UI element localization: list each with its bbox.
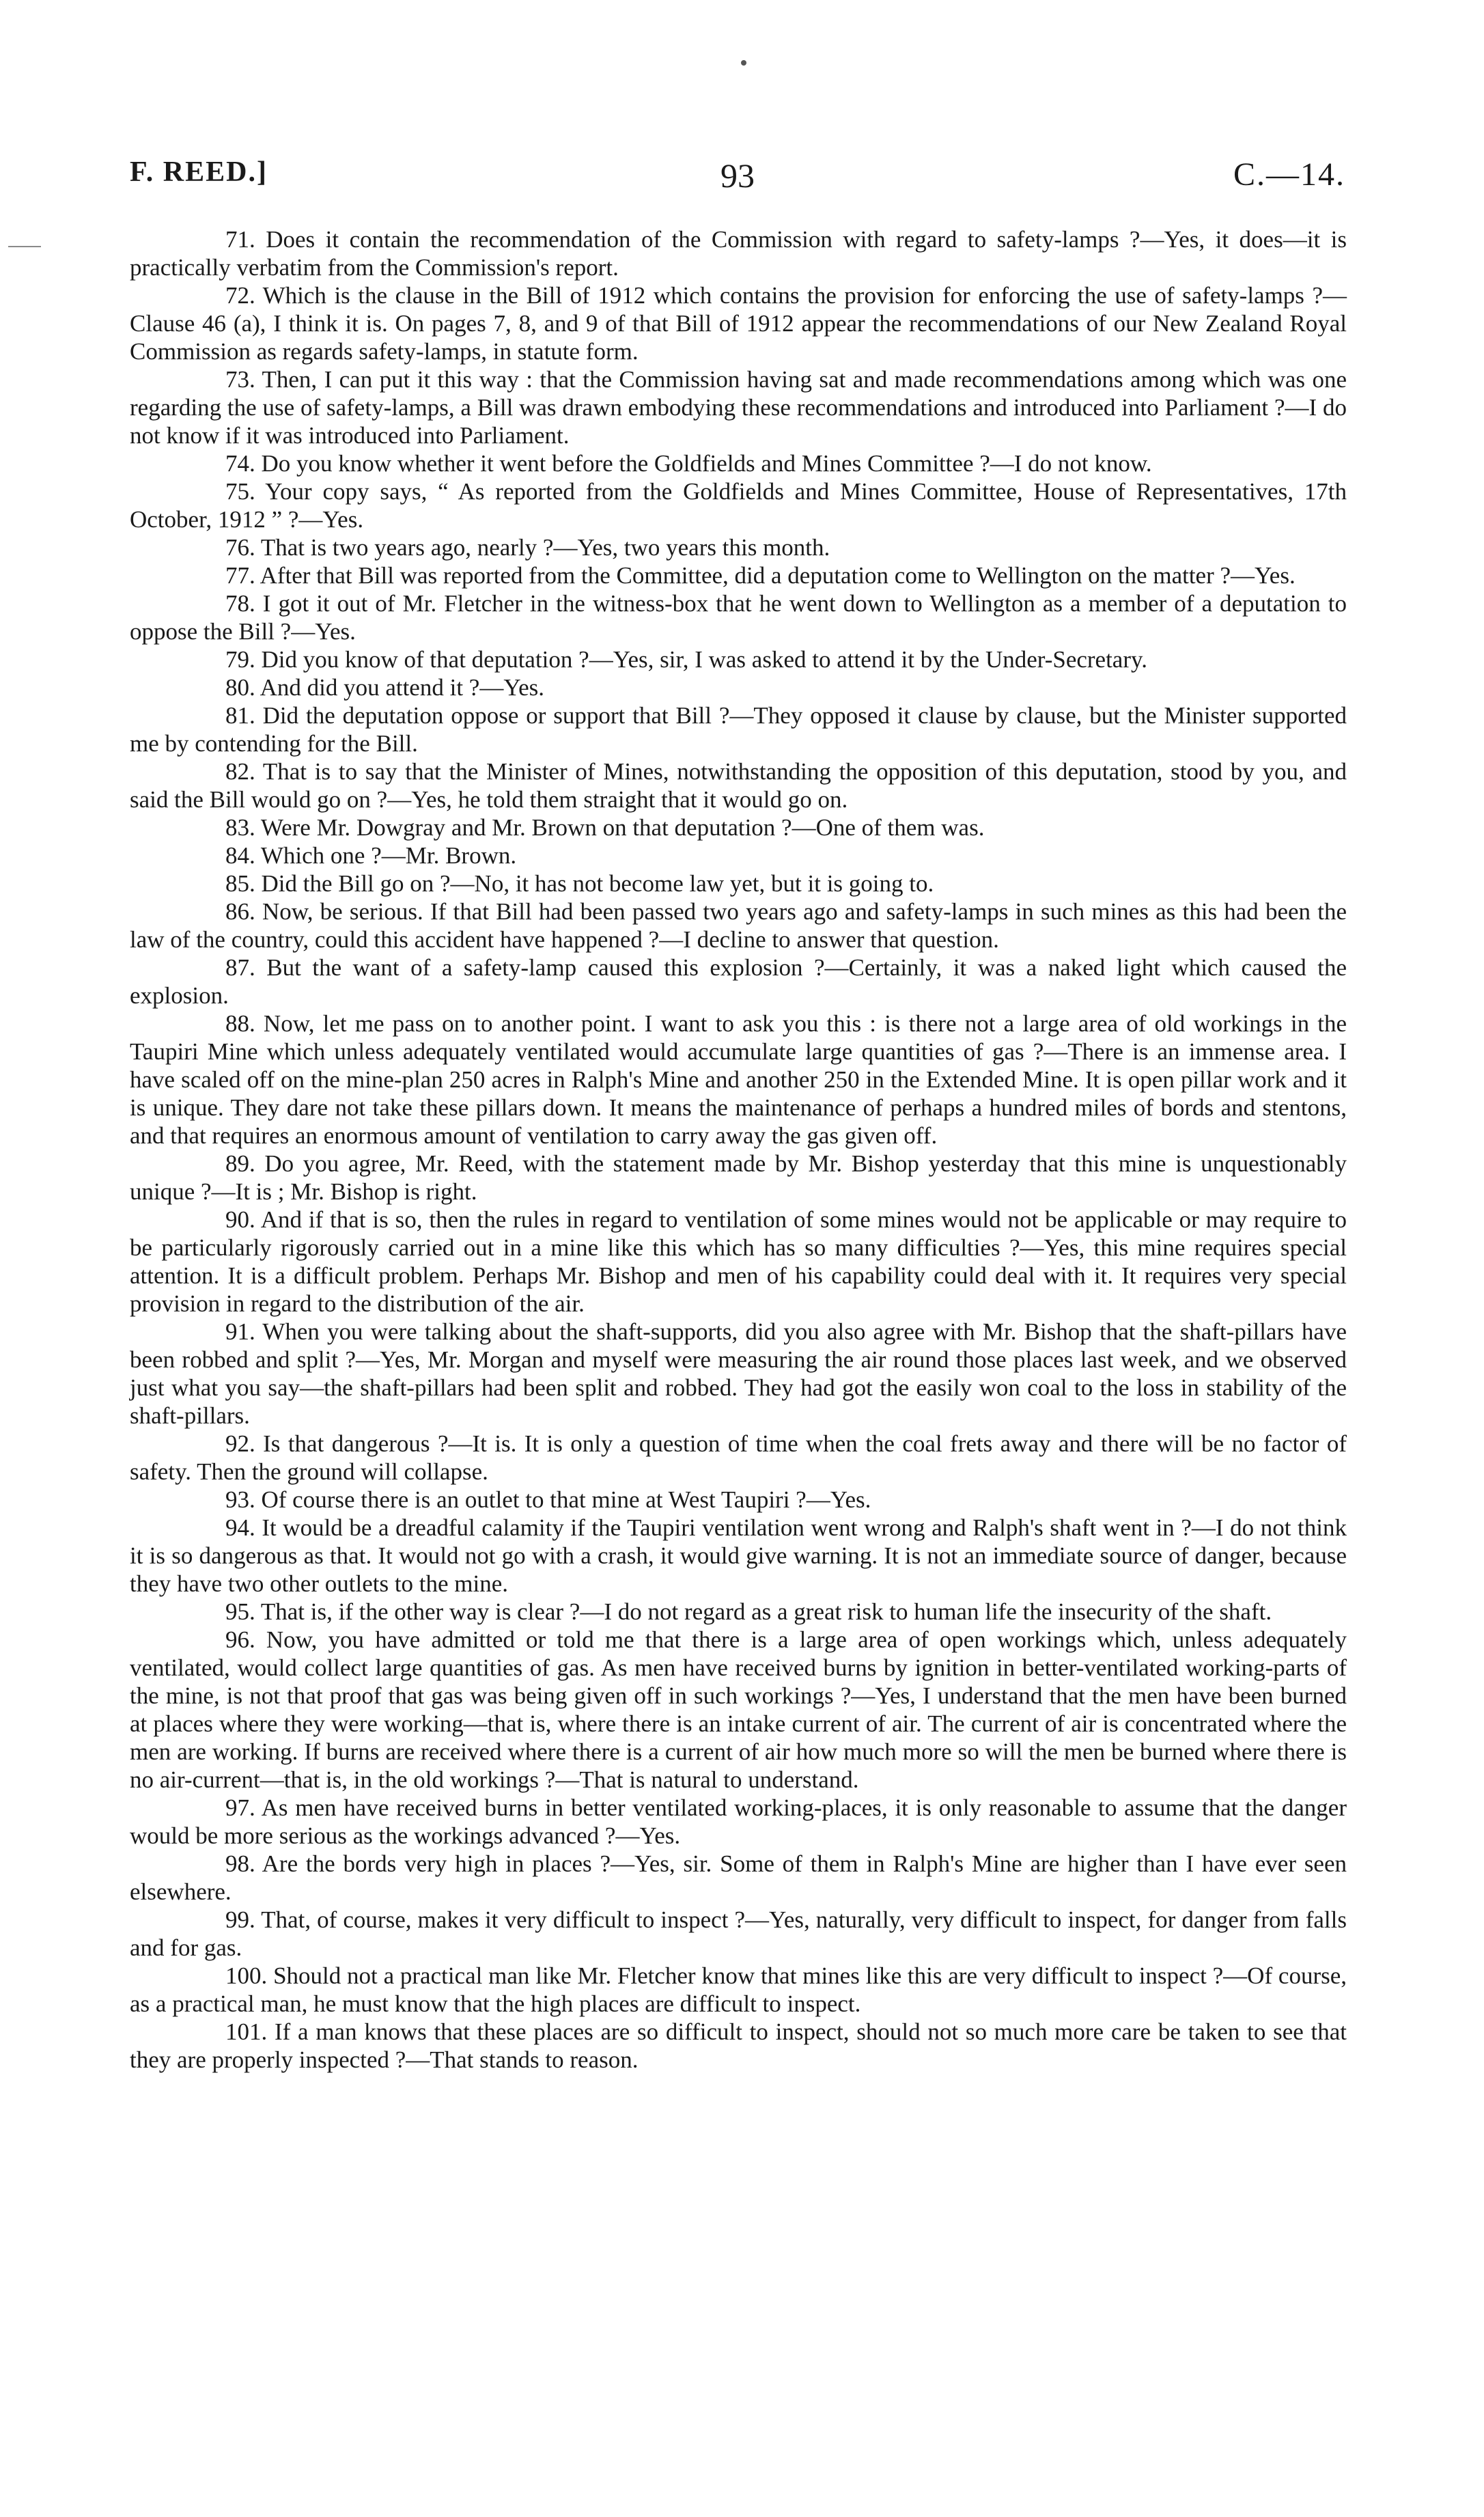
question-number: 94.: [225, 1514, 255, 1541]
question-answer: [130, 561, 1347, 589]
question-answer: [130, 1430, 1347, 1486]
question-answer-text: After that Bill was reported from the Committee, did a deputation come to Wellington on the matter ?—Yes.: [260, 562, 1296, 589]
question-number: 76.: [225, 534, 255, 561]
question-number: 100.: [225, 1962, 268, 1989]
question-number: 97.: [225, 1794, 255, 1821]
question-answer-text: When you were talking about the shaft-supports, did you also agree with Mr. Bishop that the shaft-pillars have been robbed and split ?—Yes, Mr. Morgan and myself were measuring the air round those places last week, and we observed just what you say—the shaft-pillars had been split and robbed. They had got the easily won coal to the loss in stability of the shaft-pillars.: [130, 1318, 1347, 1429]
question-answer-text: That is two years ago, nearly ?—Yes, two years this month.: [260, 534, 830, 561]
question-answer-text: As men have received burns in better ventilated working-places, it is only reasonable to assume that the danger would be more serious as the workings advanced ?—Yes.: [130, 1794, 1347, 1849]
question-number: 87.: [225, 954, 255, 981]
question-answer: [130, 813, 1347, 842]
question-answer: [130, 225, 1347, 281]
question-number: 95.: [225, 1598, 255, 1625]
question-answer: [130, 589, 1347, 645]
question-answer-text: Now, be serious. If that Bill had been passed two years ago and safety-lamps in such mines as this had been the law of the country, could this accident have happened ?—I decline to answer that question.: [130, 898, 1347, 953]
question-answer-text: Is that dangerous ?—It is. It is only a question of time when the coal frets away and there will be no factor of safety. Then the ground will collapse.: [130, 1430, 1347, 1485]
question-answer-text: Does it contain the recommendation of the Commission with regard to safety-lamps ?—Yes, it does—it is practically verbatim from the Commission's report.: [130, 226, 1347, 281]
question-answer: [130, 1906, 1347, 1962]
question-number: 73.: [225, 366, 255, 393]
question-number: 99.: [225, 1906, 255, 1933]
question-answer-text: And if that is so, then the rules in regard to ventilation of some mines would not be applicable or may require to be particularly rigorously carried out in a mine like this which has so many difficulties ?—Yes, this mine requires special attention. It is a difficult problem. Perhaps Mr. Bishop and men of his capability could deal with it. It requires very special provision in regard to the distribution of the air.: [130, 1206, 1347, 1317]
question-number: 91.: [225, 1318, 255, 1345]
question-answer: [130, 645, 1347, 673]
question-answer-text: Which one ?—Mr. Brown.: [260, 842, 517, 869]
question-answer-text: If a man knows that these places are so difficult to inspect, should not so much more care be taken to see that they are properly inspected ?—That stands to reason.: [130, 2018, 1347, 2073]
question-number: 98.: [225, 1850, 255, 1877]
question-number: 81.: [225, 702, 255, 729]
question-answer-text: Did the deputation oppose or support that Bill ?—They opposed it clause by clause, but the Minister supported me by contending for the Bill.: [130, 702, 1347, 757]
question-answer-text: Your copy says, “ As reported from the Goldfields and Mines Committee, House of Representatives, 17th October, 1912 ” ?—Yes.: [130, 478, 1347, 533]
question-answer: [130, 1486, 1347, 1514]
question-answer: [130, 2018, 1347, 2074]
question-answer-text: Then, I can put it this way : that the Commission having sat and made recommendations among which was one regarding the use of safety-lamps, a Bill was drawn embodying these recommendations and introduced into Parliament ?—I do not know if it was introduced into Parliament.: [130, 366, 1347, 449]
question-number: 78.: [225, 590, 255, 617]
question-number: 89.: [225, 1150, 255, 1177]
question-answer: [130, 1598, 1347, 1626]
question-answer-text: That, of course, makes it very difficult to inspect ?—Yes, naturally, very difficult to inspect, for danger from falls and for gas.: [130, 1906, 1347, 1961]
question-number: 88.: [225, 1010, 255, 1037]
question-answer: [130, 281, 1347, 365]
question-number: 86.: [225, 898, 255, 925]
question-answer-text: Are the bords very high in places ?—Yes, sir. Some of them in Ralph's Mine are higher than I have ever seen elsewhere.: [130, 1850, 1347, 1905]
question-number: 90.: [225, 1206, 255, 1233]
question-number: 77.: [225, 562, 255, 589]
question-answer-text: That is to say that the Minister of Mines, notwithstanding the opposition of this deputation, stood by you, and said the Bill would go on ?—Yes, he told them straight that it would go on.: [130, 758, 1347, 813]
question-answer: [130, 1962, 1347, 2018]
question-answer-text: Did the Bill go on ?—No, it has not become law yet, but it is going to.: [261, 870, 934, 897]
question-answer: [130, 673, 1347, 701]
testimony-body: [130, 225, 1347, 2074]
margin-mark: [8, 246, 41, 247]
question-answer: [130, 1010, 1347, 1150]
question-number: 92.: [225, 1430, 255, 1457]
question-answer-text: Were Mr. Dowgray and Mr. Brown on that deputation ?—One of them was.: [260, 814, 985, 841]
question-answer-text: Do you agree, Mr. Reed, with the statement made by Mr. Bishop yesterday that this mine is unquestionably unique ?—It is ; Mr. Bishop is right.: [130, 1150, 1347, 1205]
question-number: 74.: [225, 450, 255, 477]
question-answer: [130, 954, 1347, 1010]
question-answer-text: Do you know whether it went before the Goldfields and Mines Committee ?—I do not know.: [261, 450, 1152, 477]
question-answer: [130, 1150, 1347, 1206]
question-answer-text: Of course there is an outlet to that mine at West Taupiri ?—Yes.: [261, 1486, 871, 1513]
scan-mark: [741, 60, 746, 66]
page-header: [130, 156, 1345, 204]
question-answer: [130, 365, 1347, 449]
question-number: 93.: [225, 1486, 255, 1513]
question-answer: [130, 533, 1347, 561]
witness-name: F. REED.]: [130, 156, 268, 188]
question-number: 75.: [225, 478, 255, 505]
question-answer-text: Should not a practical man like Mr. Fletcher know that mines like this are very difficult to inspect ?—Of course, as a practical man, he must know that the high places are difficult to inspect.: [130, 1962, 1347, 2017]
question-number: 80.: [225, 674, 255, 701]
question-number: 96.: [225, 1626, 255, 1653]
question-answer-text: Now, let me pass on to another point. I want to ask you this : is there not a large area of old workings in the Taupiri Mine which unless adequately ventilated would accumulate large quantities of gas ?—There is an immense area. I have scaled off on the mine-plan 250 acres in Ralph's Mine and another 250 in the Extended Mine. It is open pillar work and it is unique. They dare not take these pillars down. It means the maintenance of perhaps a hundred miles of bords and stentons, and that requires an enormous amount of ventilation to carry away the gas given off.: [130, 1010, 1347, 1149]
document-reference: C.—14.: [1233, 156, 1345, 193]
page-number: 93: [720, 156, 755, 195]
question-answer: [130, 1850, 1347, 1906]
question-number: 101.: [225, 2018, 268, 2045]
question-answer: [130, 1514, 1347, 1598]
question-number: 85.: [225, 870, 255, 897]
question-answer: [130, 1318, 1347, 1430]
question-number: 83.: [225, 814, 255, 841]
question-answer: [130, 842, 1347, 870]
question-number: 71.: [225, 226, 255, 253]
question-number: 82.: [225, 758, 255, 785]
question-answer-text: Did you know of that deputation ?—Yes, sir, I was asked to attend it by the Under-Secretary.: [261, 646, 1147, 673]
question-answer-text: I got it out of Mr. Fletcher in the witness-box that he went down to Wellington as a member of a deputation to oppose the Bill ?—Yes.: [130, 590, 1347, 645]
question-answer-text: Which is the clause in the Bill of 1912 which contains the provision for enforcing the use of safety-lamps ?—Clause 46 (a), I think it is. On pages 7, 8, and 9 of that Bill of 1912 appear the recommendations of our New Zealand Royal Commission as regards safety-lamps, in statute form.: [130, 282, 1347, 365]
question-answer-text: Now, you have admitted or told me that there is a large area of open workings which, unless adequately ventilated, would collect large quantities of gas. As men have received burns by ignition in better-ventilated working-parts of the mine, is not that proof that gas was being given off in such workings ?—Yes, I understand that the men have been burned at places where they were working—that is, where there is an intake current of air. The current of air is concentrated where the men are working. If burns are received where there is a current of air how much more so will the men be burned where there is no air-current—that is, in the old workings ?—That is natural to understand.: [130, 1626, 1347, 1793]
question-answer-text: It would be a dreadful calamity if the Taupiri ventilation went wrong and Ralph's shaft went in ?—I do not think it is so dangerous as that. It would not go with a crash, it would give warning. It is not an immediate source of danger, because they have two other outlets to the mine.: [130, 1514, 1347, 1597]
question-answer-text: That is, if the other way is clear ?—I do not regard as a great risk to human life the insecurity of the shaft.: [260, 1598, 1272, 1625]
question-answer: [130, 870, 1347, 898]
question-answer: [130, 1794, 1347, 1850]
question-answer-text: But the want of a safety-lamp caused this explosion ?—Certainly, it was a naked light which caused the explosion.: [130, 954, 1347, 1009]
question-answer: [130, 757, 1347, 813]
question-number: 72.: [225, 282, 255, 309]
question-answer: [130, 1206, 1347, 1318]
question-answer: [130, 1626, 1347, 1794]
question-answer: [130, 477, 1347, 533]
question-answer: [130, 701, 1347, 757]
question-answer: [130, 898, 1347, 954]
question-answer-text: And did you attend it ?—Yes.: [260, 674, 545, 701]
question-answer: [130, 449, 1347, 477]
question-number: 84.: [225, 842, 255, 869]
question-number: 79.: [225, 646, 255, 673]
